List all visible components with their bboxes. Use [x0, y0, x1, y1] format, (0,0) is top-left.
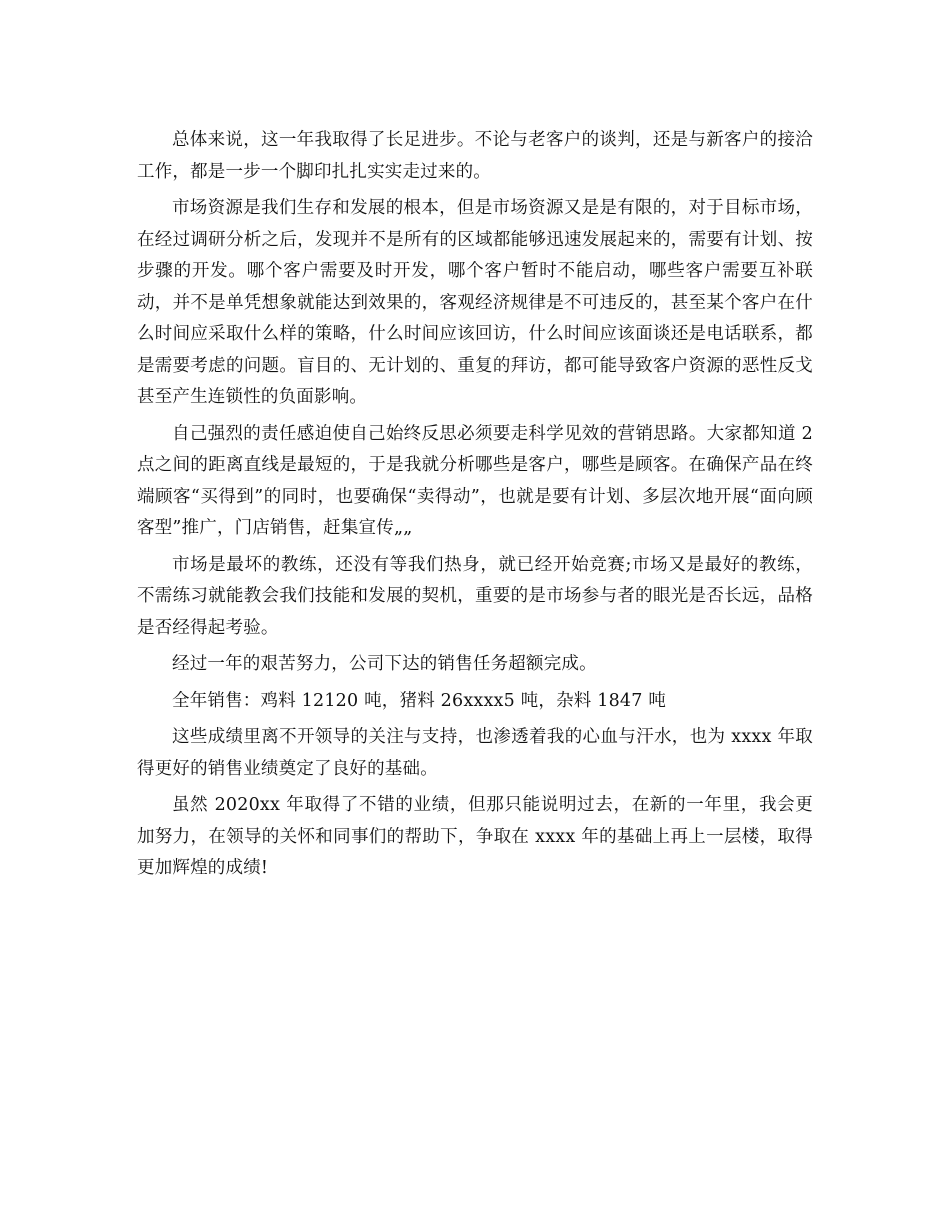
paragraph-achievements: 这些成绩里离不开领导的关注与支持，也渗透着我的心血与汗水，也为 xxxx 年取得更好的销售业绩奠定了良好的基础。 [137, 727, 813, 779]
paragraph-summary: 总体来说，这一年我取得了长足进步。不论与老客户的谈判，还是与新客户的接洽工作，都是一步一个脚印扎扎实实走过来的。 [137, 130, 813, 182]
paragraph-responsibility: 自己强烈的责任感迫使自己始终反思必须要走科学见效的营销思路。大家都知道 2 点之间的距离直线是最短的，于是我就分析哪些是客户，哪些是顾客。在确保产品在终端顾客“买得到”的同时，也要确保“卖得动”，也就是要有计划、多层次地开展“面向顾客型”推广，门店销售，赶集宣传„„ [137, 423, 813, 538]
document-body [137, 125, 813, 890]
paragraph-market-coach: 市场是最坏的教练，还没有等我们热身，就已经开始竞赛;市场又是最好的教练，不需练习就能教会我们技能和发展的契机，重要的是市场参与者的眼光是否长远，品格是否经得起考验。 [137, 554, 813, 638]
paragraph-outlook: 虽然 2020xx 年取得了不错的业绩，但那只能说明过去，在新的一年里，我会更加努力，在领导的关怀和同事们的帮助下，争取在 xxxx 年的基础上再上一层楼，取得更加辉煌的成绩! [137, 795, 813, 878]
paragraph-market-resources: 市场资源是我们生存和发展的根本，但是市场资源又是是有限的，对于目标市场，在经过调研分析之后，发现并不是所有的区域都能够迅速发展起来的，需要有计划、按步骤的开发。哪个客户需要及时开发，哪个客户暂时不能启动，哪些客户需要互补联动，并不是单凭想象就能达到效果的，客观经济规律是不可违反的，甚至某个客户在什么时间应采取什么样的策略，什么时间应该回访，什么时间应该面谈还是电话联系，都是需要考虑的问题。盲目的、无计划的、重复的拜访，都可能导致客户资源的恶性反戈甚至产生连锁性的负面影响。 [137, 198, 813, 407]
paragraph-task-complete: 经过一年的艰苦努力，公司下达的销售任务超额完成。 [172, 654, 597, 674]
paragraph-annual-sales: 全年销售：鸡料 12120 吨，猪料 26xxxx5 吨，杂料 1847 吨 [172, 690, 667, 711]
